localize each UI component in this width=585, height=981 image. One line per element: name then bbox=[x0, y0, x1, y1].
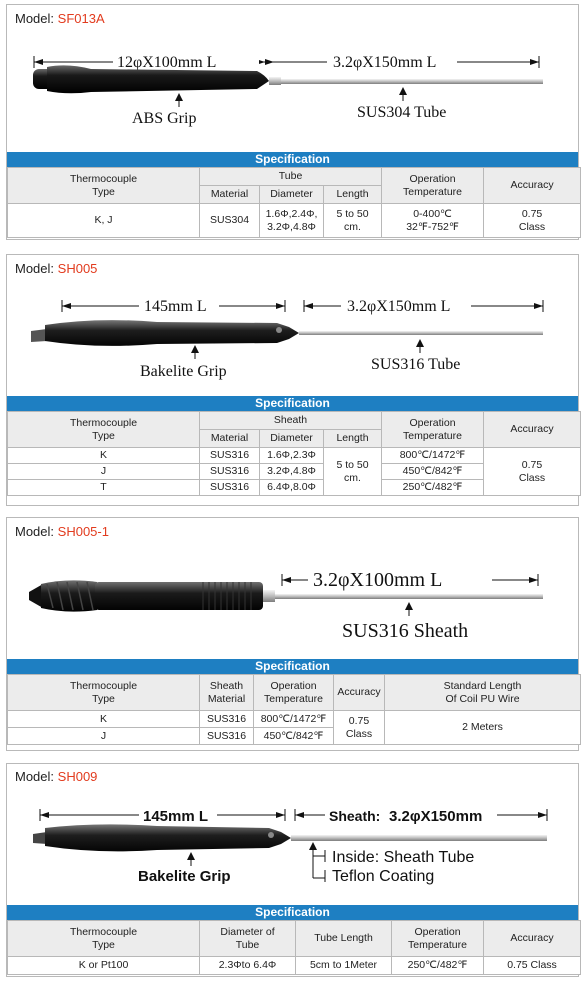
cell-material: SUS304 bbox=[200, 204, 260, 238]
product-card-sh005-1 bbox=[6, 517, 579, 751]
cell-accuracy: 0.75 Class bbox=[484, 448, 581, 496]
header-operation-temperature: Operation Temperature bbox=[254, 675, 334, 711]
cell-length: 5 to 50 cm. bbox=[324, 448, 382, 496]
probe-illustration bbox=[7, 5, 580, 155]
probe-illustration bbox=[7, 255, 580, 397]
cell-diameter: 1.6Φ,2.3Φ bbox=[260, 448, 324, 464]
header-tube-length: Tube Length bbox=[296, 921, 392, 957]
header-length: Length bbox=[324, 430, 382, 448]
cell-temperature: 450℃/842℉ bbox=[254, 728, 334, 745]
table-row bbox=[8, 448, 581, 464]
cell-material: SUS316 bbox=[200, 480, 260, 496]
cell-temperature: 250℃/482℉ bbox=[382, 480, 484, 496]
header-thermocouple-type: Thermocouple Type bbox=[8, 921, 200, 957]
tube-label: SUS316 Tube bbox=[371, 356, 461, 373]
cell-type: K or Pt100 bbox=[8, 957, 200, 975]
cell-standard-length: 2 Meters bbox=[385, 711, 581, 745]
header-material: Material bbox=[200, 186, 260, 204]
cell-temperature: 800℃/1472℉ bbox=[382, 448, 484, 464]
grip-label: ABS Grip bbox=[132, 110, 197, 127]
spec-table bbox=[7, 920, 581, 975]
product-card-sh009 bbox=[6, 763, 579, 977]
dimension-grip-text: 145mm L bbox=[143, 808, 209, 825]
probe-illustration bbox=[7, 764, 580, 904]
cell-material: SUS316 bbox=[200, 464, 260, 480]
dimension-tube-prefix: Sheath: bbox=[329, 808, 381, 824]
grip-label: Bakelite Grip bbox=[140, 363, 227, 380]
header-accuracy: Accuracy bbox=[484, 412, 581, 448]
header-thermocouple-type: Thermocouple Type bbox=[8, 412, 200, 448]
spec-table bbox=[7, 411, 581, 496]
header-tube: Tube bbox=[200, 168, 382, 186]
cell-type: J bbox=[8, 728, 200, 745]
probe-body bbox=[33, 65, 543, 93]
cell-temperature: 450℃/842℉ bbox=[382, 464, 484, 480]
dimension-grip-text: 145mm L bbox=[144, 298, 207, 315]
spec-table bbox=[7, 674, 581, 745]
cell-temperature: 250℃/482℉ bbox=[392, 957, 484, 975]
cell-diameter: 3.2Φ,4.8Φ bbox=[260, 464, 324, 480]
dimension-tube-text: 3.2φX150mm L bbox=[347, 298, 451, 315]
grip-label: Bakelite Grip bbox=[138, 868, 231, 885]
probe-body bbox=[31, 320, 543, 346]
cell-length: 5cm to 1Meter bbox=[296, 957, 392, 975]
cell-type: T bbox=[8, 480, 200, 496]
header-material: Material bbox=[200, 430, 260, 448]
cell-material: SUS316 bbox=[200, 711, 254, 728]
cell-accuracy: 0.75 Class bbox=[484, 957, 581, 975]
header-standard-length: Standard Length Of Coil PU Wire bbox=[385, 675, 581, 711]
header-accuracy: Accuracy bbox=[484, 168, 581, 204]
coating-label: Teflon Coating bbox=[332, 868, 435, 885]
callout-bracket bbox=[309, 842, 325, 882]
cell-type: K bbox=[8, 711, 200, 728]
table-row bbox=[8, 711, 581, 728]
header-diameter: Diameter bbox=[260, 430, 324, 448]
model-label: Model: bbox=[15, 769, 55, 784]
product-card-sh005 bbox=[6, 254, 579, 506]
header-sheath: Sheath bbox=[200, 412, 382, 430]
header-operation-temperature: Operation Temperature bbox=[382, 168, 484, 204]
spec-header: Specification bbox=[7, 152, 578, 167]
dimension-tube-text: 3.2φX150mm bbox=[389, 808, 483, 825]
header-operation-temperature: Operation Temperature bbox=[392, 921, 484, 957]
header-sheath-material: Sheath Material bbox=[200, 675, 254, 711]
spec-header: Specification bbox=[7, 659, 578, 674]
cell-diameter: 2.3Φto 6.4Φ bbox=[200, 957, 296, 975]
header-accuracy: Accuracy bbox=[484, 921, 581, 957]
cell-accuracy: 0.75 Class bbox=[334, 711, 385, 745]
header-thermocouple-type: Thermocouple Type bbox=[8, 168, 200, 204]
model-code: SF013A bbox=[57, 11, 105, 26]
inside-label: Inside: Sheath Tube bbox=[332, 849, 475, 866]
cell-length: 5 to 50 cm. bbox=[324, 204, 382, 238]
model-label: Model: bbox=[15, 261, 55, 276]
header-length: Length bbox=[324, 186, 382, 204]
model-label: Model: bbox=[15, 524, 55, 539]
cell-type: K, J bbox=[8, 204, 200, 238]
cell-diameter: 1.6Φ,2.4Φ, 3.2Φ,4.8Φ bbox=[260, 204, 324, 238]
header-diameter-of-tube: Diameter of Tube bbox=[200, 921, 296, 957]
cell-type: K bbox=[8, 448, 200, 464]
model-code: SH005-1 bbox=[57, 524, 109, 539]
tube-label: SUS304 Tube bbox=[357, 104, 447, 121]
spec-table bbox=[7, 167, 581, 238]
spec-header: Specification bbox=[7, 396, 578, 411]
cell-diameter: 6.4Φ,8.0Φ bbox=[260, 480, 324, 496]
dimension-grip-text: 12φX100mm L bbox=[117, 54, 217, 71]
cell-material: SUS316 bbox=[200, 728, 254, 745]
product-card-sf013a bbox=[6, 4, 579, 240]
header-operation-temperature: Operation Temperature bbox=[382, 412, 484, 448]
dimension-tube-text: 3.2φX150mm L bbox=[333, 54, 437, 71]
cell-material: SUS316 bbox=[200, 448, 260, 464]
model-label: Model: bbox=[15, 11, 55, 26]
cell-temperature: 0-400℃ 32℉-752℉ bbox=[382, 204, 484, 238]
header-diameter: Diameter bbox=[260, 186, 324, 204]
probe-body bbox=[33, 824, 547, 851]
model-code: SH005 bbox=[57, 261, 98, 276]
cell-accuracy: 0.75 Class bbox=[484, 204, 581, 238]
cell-type: J bbox=[8, 464, 200, 480]
model-code: SH009 bbox=[57, 769, 98, 784]
table-row bbox=[8, 957, 581, 975]
probe-illustration bbox=[7, 518, 580, 660]
sheath-label: SUS316 Sheath bbox=[342, 620, 469, 642]
header-accuracy: Accuracy bbox=[334, 675, 385, 711]
table-row bbox=[8, 204, 581, 238]
cell-temperature: 800℃/1472℉ bbox=[254, 711, 334, 728]
header-thermocouple-type: Thermocouple Type bbox=[8, 675, 200, 711]
dimension-tube-text: 3.2φX100mm L bbox=[313, 569, 443, 591]
spec-header: Specification bbox=[7, 905, 578, 920]
